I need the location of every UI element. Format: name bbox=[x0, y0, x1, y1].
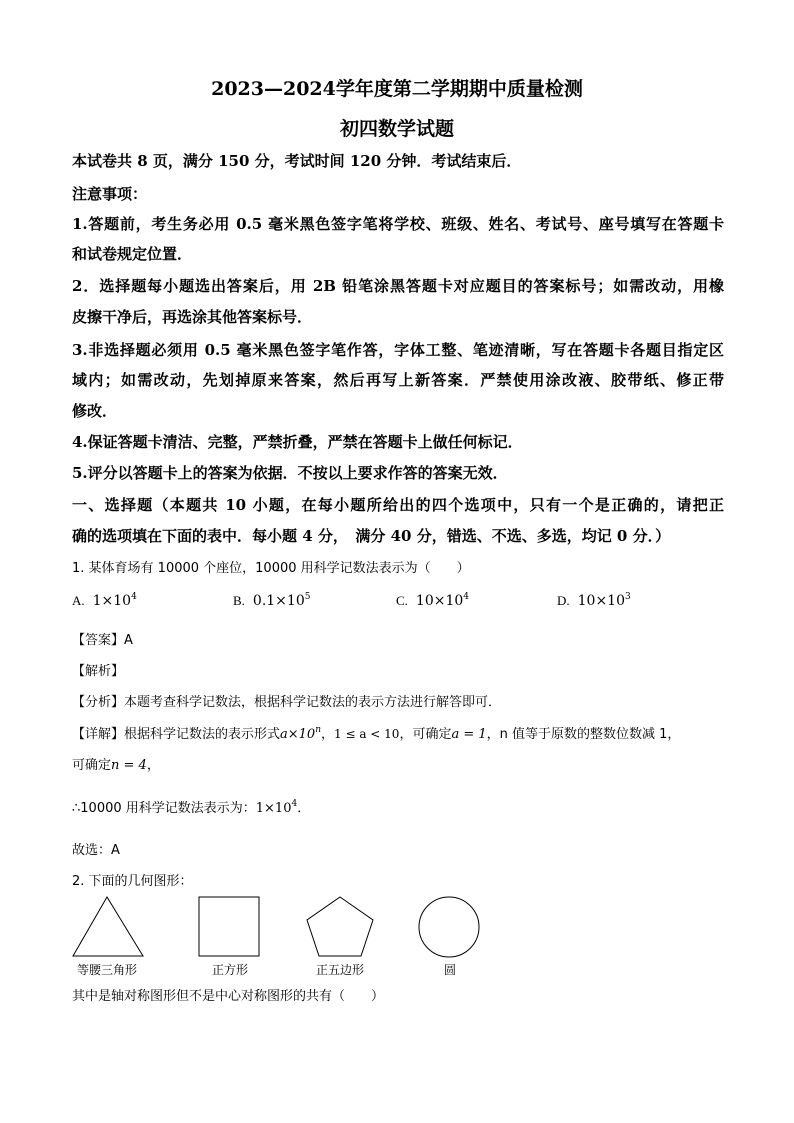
q1-detail-line2: 可确定n = 4， bbox=[72, 758, 160, 773]
section1-heading-line2: 确的选项填在下面的表中．每小题 4 分， 满分 40 分，错选、不选、多选，均记 0 分．） bbox=[72, 527, 671, 545]
option-value: $10\times 10^4$ bbox=[415, 592, 470, 609]
shape-label-pentagon: 正五边形 bbox=[315, 963, 364, 977]
circle-shape bbox=[419, 897, 479, 957]
option-value: $10\times 10^3$ bbox=[577, 592, 631, 609]
q1-stem: 1. 某体育场有 10000 个座位，10000 用科学记数法表示为（ ） bbox=[72, 561, 470, 576]
q2-shapes-figure bbox=[60, 890, 500, 965]
page-subtitle: 初四数学试题 bbox=[339, 118, 454, 140]
note-line-1: 1.答题前，考生务必用 0.5 毫米黑色签字笔将学校、班级、姓名、考试号、座号填写在答题卡 bbox=[72, 215, 724, 233]
shape-label-square: 正方形 bbox=[211, 963, 248, 977]
option-value: $1\times 10^4$ bbox=[92, 592, 137, 609]
note-line-2: 和试卷规定位置． bbox=[72, 245, 193, 263]
page-title: 2023—2024学年度第二学期期中质量检测 bbox=[211, 78, 583, 100]
shape-label-circle: 圆 bbox=[443, 963, 456, 977]
option-label: C. bbox=[396, 593, 408, 608]
option-label: A. bbox=[72, 593, 85, 608]
option-value: $0.1\times 10^5$ bbox=[252, 592, 311, 609]
option-label: D. bbox=[557, 593, 570, 608]
q1-analysis: 【分析】本题考查科学记数法，根据科学记数法的表示方法进行解答即可． bbox=[72, 695, 502, 710]
q1-option-c[interactable] bbox=[396, 592, 469, 609]
notice-heading: 注意事项： bbox=[72, 185, 148, 203]
q1-final: 故选：A bbox=[72, 843, 120, 858]
shape-label-triangle: 等腰三角形 bbox=[76, 963, 137, 977]
q1-option-b[interactable] bbox=[233, 592, 310, 609]
q1-option-d[interactable] bbox=[557, 592, 631, 609]
note-line-8: 4.保证答题卡清洁、完整，严禁折叠，严禁在答题卡上做任何标记． bbox=[72, 433, 523, 451]
q1-analysis-heading: 【解析】 bbox=[72, 664, 125, 679]
option-label: B. bbox=[233, 593, 245, 608]
note-line-3: 2．选择题每小题选出答案后，用 2B 铅笔涂黑答题卡对应题目的答案标号；如需改动，用橡 bbox=[72, 277, 724, 295]
isosceles-triangle-shape bbox=[73, 897, 143, 956]
square-shape bbox=[199, 897, 259, 956]
q2-stem: 2. 下面的几何图形： bbox=[72, 874, 193, 889]
q2-question: 其中是轴对称图形但不是中心对称图形的共有（ ） bbox=[72, 989, 385, 1004]
q1-therefore: ∴10000 用科学记数法表示为：$1\times 10^4$． bbox=[72, 799, 311, 816]
regular-pentagon-shape bbox=[307, 897, 373, 956]
note-line-5: 3.非选择题必须用 0.5 毫米黑色签字笔作答，字体工整、笔迹清晰，写在答题卡各题目指定区 bbox=[72, 341, 724, 359]
q1-option-a[interactable] bbox=[72, 592, 137, 609]
note-line-7: 修改． bbox=[72, 402, 118, 420]
exam-summary: 本试卷共 8 页，满分 150 分，考试时间 120 分钟．考试结束后． bbox=[72, 152, 522, 170]
q1-answer: 【答案】A bbox=[72, 633, 133, 648]
note-line-9: 5.评分以答题卡上的答案为依据．不按以上要求作答的答案无效． bbox=[72, 464, 508, 482]
q1-detail-line1: 【详解】根据科学记数法的表示形式$a\times 10^n$，1 ≤ a < 10，可确定a = 1，n 值等于原数的整数位数减 1， bbox=[72, 725, 681, 742]
note-line-6: 域内；如需改动，先划掉原来答案，然后再写上新答案．严禁使用涂改液、胶带纸、修正带 bbox=[72, 371, 724, 389]
note-line-4: 皮擦干净后，再选涂其他答案标号． bbox=[72, 308, 313, 326]
section1-heading-line1: 一、选择题（本题共 10 小题，在每小题所给出的四个选项中，只有一个是正确的，请把正 bbox=[72, 496, 724, 514]
